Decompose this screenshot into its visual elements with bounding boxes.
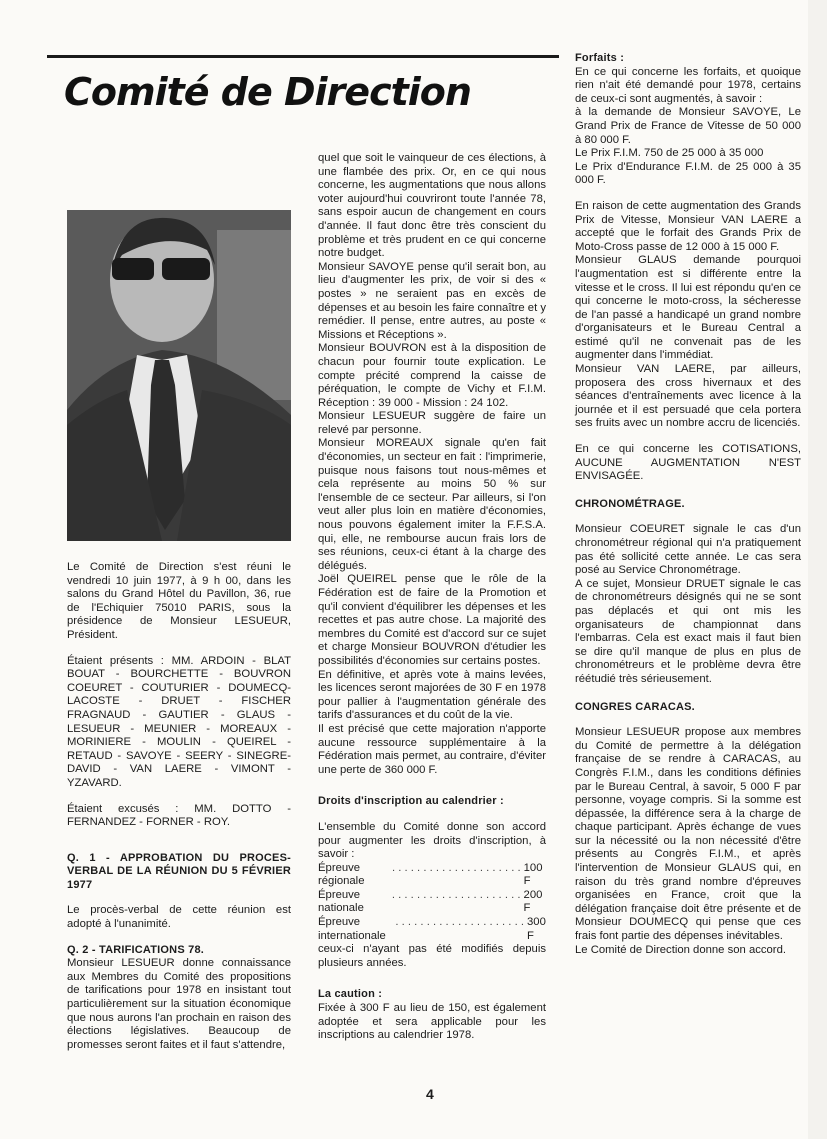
heading-caracas-congress: CONGRES CARACAS. xyxy=(575,700,695,713)
col2-paragraph: Fixée à 300 F au lieu de 150, est également adoptée et sera applicable pour les inscriptions au calendrier 1978. xyxy=(318,1002,546,1042)
portrait-photo xyxy=(67,210,291,541)
tariff-leader: . . . . . . . . . . . . . . . . . . . . . xyxy=(391,888,521,901)
col3-paragraph: Monsieur GLAUS demande pourquoi l'augmentation est si différente entre la vitesse et le cross. Il lui est répondu qu'en ce qui concerne le moto-cross, la sécheresse de l'an passé a handicapé un grand nombre d'organisateurs et le Bureau Central a estimé qu'il ne convenait pas de les augmenter dans l'immédiat. xyxy=(575,254,801,362)
col3-paragraph: En ce qui concerne les COTISATIONS, AUCUNE AUGMENTATION N'EST ENVISAGÉE. xyxy=(575,443,801,483)
col2-paragraph: quel que soit le vainqueur de ces élections, à une flambée des prix. Or, en ce qui nous concerne, les augmentations que nous allons voter aujourd'hui couvriront toute l'année 78, sans espoir aucun de changement en cours d'année. Il faut donc être très conscient du problème et très prudent en ce qui concerne notre budget. xyxy=(318,152,546,260)
col3-paragraph: En raison de cette augmentation des Grands Prix de Vitesse, Monsieur VAN LAERE a accepté que le forfait des Grands Prix de Moto-Cross passe de 12 000 à 15 000 F. xyxy=(575,199,801,253)
tariff-row xyxy=(318,862,546,889)
col2-paragraph: Il est précisé que cette majoration n'apporte aucune ressource supplémentaire à la Fédération mais permet, au contraire, d'éviter une perte de 360 000 F. xyxy=(318,722,546,776)
tariff-leader: . . . . . . . . . . . . . . . . . . . . . xyxy=(395,916,524,929)
column-2 xyxy=(318,152,546,1043)
page-number: 4 xyxy=(426,1086,434,1102)
column-1 xyxy=(67,561,291,1052)
col3-paragraph: Monsieur COEURET signale le cas d'un chronométreur régional qui n'a pratiquement pas été sollicité cette année. Le cas sera posé au Service Chronométrage. xyxy=(575,523,801,577)
col3-paragraph: Monsieur VAN LAERE, par ailleurs, proposera des cross hivernaux et des séances d'entraînements avec licence à la journée et il est persuadé que cela portera ses fruits avec un nombre accru de licenciés. xyxy=(575,363,801,430)
col3-paragraph: Le Prix F.I.M. 750 de 25 000 à 35 000 xyxy=(575,147,764,160)
heading-q2: Q. 2 - TARIFICATIONS 78. xyxy=(67,943,205,956)
attendees-present: Étaient présents : MM. ARDOIN - BLAT BOUAT - BOURCHETTE - BOUVRON COEURET - COUTURIER - DOUMECQ-LACOSTE - DRUET - FISCHER FRAGNAUD - GAUTIER - GLAUS - LESUEUR - MEUNIER - MOREAUX - MORINIERE - MOULIN - QUEIREL - RETAUD - SAVOYE - SEERY - SINEGRE-DAVID - VAN LAERE - VIMONT - YZAVARD. xyxy=(67,654,291,789)
tariff-row xyxy=(318,889,546,916)
tariff-label: Épreuve internationale xyxy=(318,916,386,942)
heading-flat-fees: Forfaits : xyxy=(575,52,625,64)
tariff-label: Épreuve nationale xyxy=(318,888,364,915)
col2-paragraph: Monsieur SAVOYE pense qu'il serait bon, au lieu d'augmenter les prix, de voir si des « postes » ne seraient pas en excès de dépenses et au besoin les faire connaître et y remédier. Il pense, entre autres, au poste « Missions et Réceptions ». xyxy=(318,260,546,341)
title-rule xyxy=(47,55,559,58)
heading-q1: Q. 1 - APPROBATION DU PROCES-VERBAL DE LA RÉUNION DU 5 FÉVRIER 1977 xyxy=(67,851,291,891)
tariff-leader: . . . . . . . . . . . . . . . . . . . . . xyxy=(391,861,521,874)
col2-paragraph: ceux-ci n'ayant pas été modifiés depuis plusieurs années. xyxy=(318,943,546,969)
attendees-excused: Étaient excusés : MM. DOTTO - FERNANDEZ - FORNER - ROY. xyxy=(67,802,291,829)
col2-paragraph: En définitive, et après vote à mains levées, les licences seront majorées de 30 F en 1978 pour pallier à l'augmentation générale des tarifs d'assurances et du coût de la vie. xyxy=(318,668,546,722)
col3-paragraph: A ce sujet, Monsieur DRUET signale le cas de chronométreurs désignés qui ne se sont pas déplacés et qui ont mis les organisateurs de championnat dans l'embarras. Cela est exact mais il faut bien se dire qu'il manque de plus en plus de chronométreurs et le problème devra être réétudié très sérieusement. xyxy=(575,577,801,685)
col3-paragraph: à la demande de Monsieur SAVOYE, Le Grand Prix de France de Vitesse de 50 000 à 80 000 F. xyxy=(575,106,801,146)
tariff-row xyxy=(318,916,546,943)
col2-paragraph: Monsieur BOUVRON est à la disposition de chacun pour fournir toute explication. Le compte précité comprend la caisse de péréquation, le compte de Vichy et F.I.M. Réception : 39 000 - Mission : 24 102. xyxy=(318,342,546,409)
heading-registration-fees: Droits d'inscription au calendrier : xyxy=(318,795,504,808)
col2-paragraph: Monsieur LESUEUR suggère de faire un relevé par personne. xyxy=(318,410,546,436)
col2-paragraph: L'ensemble du Comité donne son accord pour augmenter les droits d'inscription, à savoir : xyxy=(318,820,546,861)
col3-paragraph: Monsieur LESUEUR propose aux membres du Comité de permettre à la délégation française de se rendre à CARACAS, au Congrès F.I.M., dans les conditions définies par le Bureau Central, à savoir, 5 000 F par personne, voyage compris. Si la somme est dépassée, la différence sera à la charge de chaque participant. Après échange de vues sur la nécessité ou la non nécessité d'être présents au Congrès F.I.M., et après l'intervention de Monsieur GLAUS qui, en raison du très grand nombre d'épreuves organisées en France, croit que la délégation française doit être présente et de Monsieur DOUMECQ qui pense que ces frais font partie des dépenses inévitables. xyxy=(575,726,801,943)
tariff-value: 100 F xyxy=(523,861,543,888)
heading-deposit: La caution : xyxy=(318,988,383,1001)
q2-text: Monsieur LESUEUR donne connaissance aux Membres du Comité des propositions de tarifications pour 1978 en insistant tout particulièrement sur la situation économique que nous aurons l'an prochain en raison des élections législatives. Beaucoup de promesses seront faites et il faut s'attendre, xyxy=(67,957,291,1051)
tariff-label: Épreuve régionale xyxy=(318,861,365,888)
tariff-list xyxy=(318,862,546,944)
col3-paragraph: En ce qui concerne les forfaits, et quoique rien n'ait été demandé pour 1978, certains de ceux-ci sont augmentés, à savoir : xyxy=(575,65,801,105)
col3-paragraph: Le Prix d'Endurance F.I.M. de 25 000 à 35 000 F. xyxy=(575,160,801,187)
page-title: Comité de Direction xyxy=(64,70,471,114)
q1-text: Le procès-verbal de cette réunion est adopté à l'unanimité. xyxy=(67,904,291,931)
col2-paragraph: Joël QUEIREL pense que le rôle de la Fédération est de faire de la Promotion et qu'il convient d'équilibrer les dépenses et les recettes et pas autre chose. La majorité des membres du Comité est d'accord sur ce sujet et charge Monsieur BOUVRON d'étudier les possibilités d'économies sur certains postes. xyxy=(318,573,546,667)
tariff-value: 300 F xyxy=(527,916,546,942)
column-3 xyxy=(575,52,801,957)
col2-paragraph: Monsieur MOREAUX signale qu'en fait d'économies, un secteur en fait : l'imprimerie, puisque nous faisons tout nous-mêmes et cela représente au moins 50 % sur l'ensemble de ce secteur. Par ailleurs, si l'on veut aller plus loin en matière d'économies, nous pouvons également imiter la F.F.S.A. qui, elle, ne rembourse aucun frais lors de ses réunions, ceux-ci étant à la charge des délégués. xyxy=(318,437,546,572)
meeting-intro: Le Comité de Direction s'est réuni le vendredi 10 juin 1977, à 9 h 00, dans les salons du Grand Hôtel du Pavillon, 36, rue de l'Echiquier 75010 PARIS, sous la présidence de Monsieur LESUEUR, Président. xyxy=(67,561,291,641)
tariff-value: 200 F xyxy=(523,888,543,915)
col3-paragraph: Le Comité de Direction donne son accord. xyxy=(575,943,786,956)
heading-timing: CHRONOMÉTRAGE. xyxy=(575,497,685,510)
